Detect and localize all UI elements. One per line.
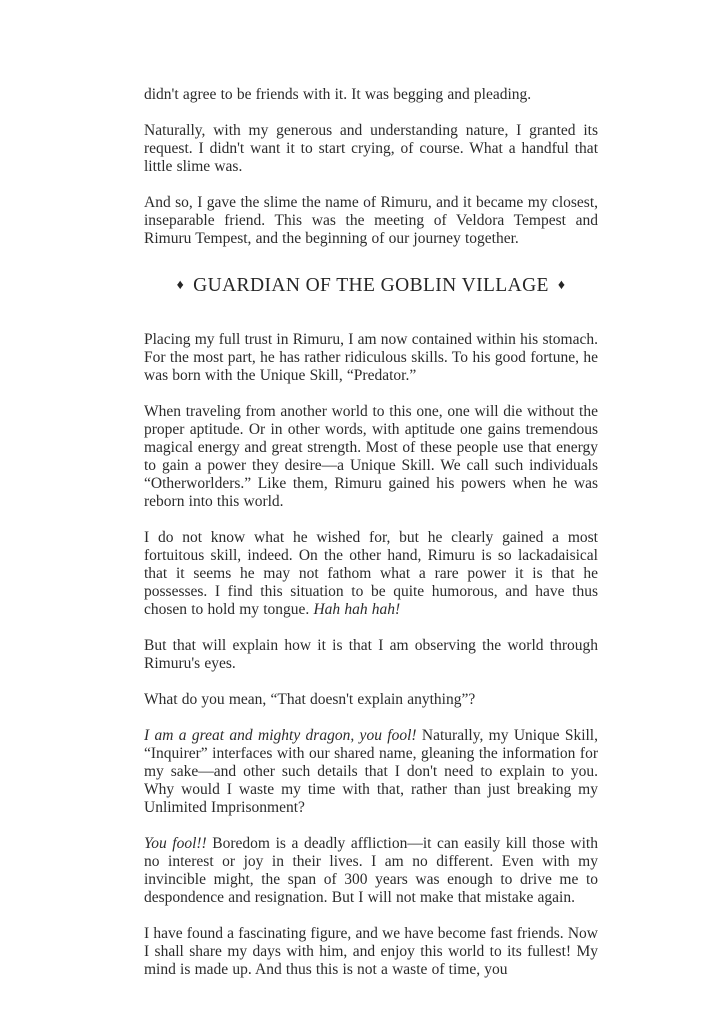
italic-text-run: I am a great and mighty dragon, you fool! <box>144 727 417 744</box>
diamond-ornament-right-icon: ♦ <box>557 278 566 293</box>
italic-text-run: Hah hah hah! <box>313 601 401 618</box>
paragraph <box>144 86 598 104</box>
paragraphs-after-heading <box>144 331 598 979</box>
text-column <box>144 86 598 979</box>
text-run: Boredom is a deadly affliction—it can easily kill those with no interest or joy in their lives. I am no different. Even with my invincible might, the span of 300 years was enough to drive me to despondence and resignation. But I will not make that mistake again. <box>144 835 598 906</box>
italic-text-run: You fool!! <box>144 835 207 852</box>
paragraph <box>144 835 598 907</box>
text-run: When traveling from another world to this one, one will die without the proper aptitude. Or in other words, with aptitude one gains tremendous magical energy and great strength. Most of these people use that energy to gain a power they desire—a Unique Skill. We call such individuals “Otherworlders.” Like them, Rimuru gained his powers when he was reborn into this world. <box>144 403 598 510</box>
text-run: I do not know what he wished for, but he clearly gained a most fortuitous skill, indeed. On the other hand, Rimuru is so lackadaisical that it seems he may not fathom what a rare power it is that he possesses. I find this situation to be quite humorous, and have thus chosen to hold my tongue. <box>144 529 598 618</box>
diamond-ornament-left-icon: ♦ <box>176 278 185 293</box>
text-run: didn't agree to be friends with it. It was begging and pleading. <box>144 86 532 103</box>
paragraph <box>144 403 598 511</box>
paragraph <box>144 529 598 619</box>
paragraph <box>144 691 598 709</box>
text-run: I have found a fascinating figure, and we have become fast friends. Now I shall share my days with him, and enjoy this world to its fullest! My mind is made up. And thus this is not a waste of time, you <box>144 925 598 978</box>
paragraph <box>144 194 598 248</box>
text-run: Naturally, my Unique Skill, “Inquirer” interfaces with our shared name, gleaning the information for my sake—and other such details that I don't need to explain to you. Why would I waste my time with that, rather than just breaking my Unlimited Imprisonment? <box>144 727 598 816</box>
section-heading <box>144 275 598 297</box>
text-run: Placing my full trust in Rimuru, I am now contained within his stomach. For the most part, he has rather ridiculous skills. To his good fortune, he was born with the Unique Skill, “Predator.” <box>144 331 598 384</box>
paragraph <box>144 331 598 385</box>
paragraph <box>144 727 598 817</box>
text-run: And so, I gave the slime the name of Rimuru, and it became my closest, inseparable friend. This was the meeting of Veldora Tempest and Rimuru Tempest, and the beginning of our journey together. <box>144 194 598 247</box>
paragraph <box>144 122 598 176</box>
text-run: Naturally, with my generous and understanding nature, I granted its request. I didn't want it to start crying, of course. What a handful that little slime was. <box>144 122 598 175</box>
paragraph <box>144 637 598 673</box>
paragraph <box>144 925 598 979</box>
text-run: But that will explain how it is that I am observing the world through Rimuru's eyes. <box>144 637 598 672</box>
paragraphs-before-heading <box>144 86 598 248</box>
section-heading-text: GUARDIAN OF THE GOBLIN VILLAGE <box>193 275 549 296</box>
text-run: What do you mean, “That doesn't explain anything”? <box>144 691 476 708</box>
